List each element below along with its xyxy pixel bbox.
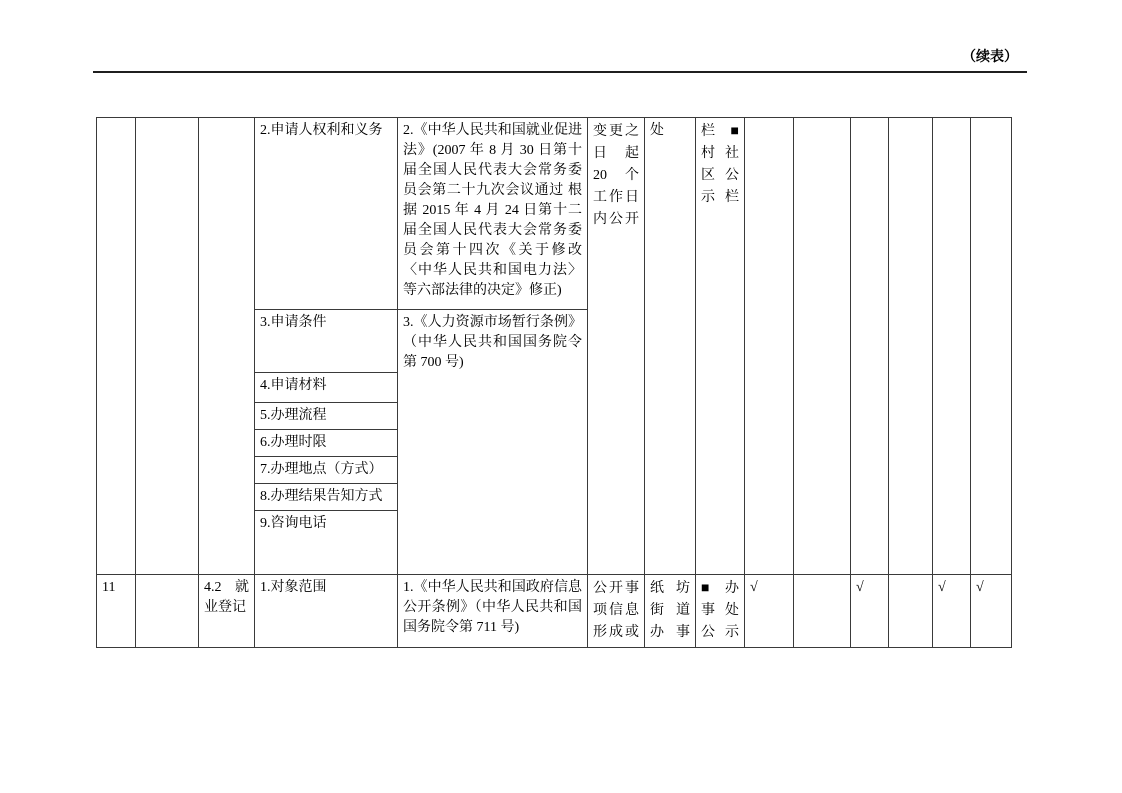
text-line: 项信息: [593, 603, 639, 618]
cell-check-empty: [745, 118, 794, 575]
cell-sub-item: 8.办理结果告知方式: [255, 484, 398, 511]
text-line: 街 道: [650, 603, 690, 618]
cell-sub-item: 7.办理地点（方式）: [255, 457, 398, 484]
header-rule: [93, 71, 1027, 73]
text-line: 区 公: [701, 168, 739, 183]
text-line: 公开事: [593, 581, 639, 596]
cell-sub-item: 5.办理流程: [255, 403, 398, 430]
cell-publish-location: [696, 575, 745, 648]
text-line: 办 事: [650, 625, 690, 640]
cell-check: [889, 575, 933, 648]
text-line: 日 起: [593, 146, 639, 161]
cell-check: √: [851, 575, 889, 648]
text-line: 事 处: [701, 603, 739, 618]
cell-check-empty: [889, 118, 933, 575]
cell-check: √: [933, 575, 971, 648]
text-line: 20 个: [593, 168, 639, 183]
cell-legal-basis: 3.《人力资源市场暂行条例》（中华人民共和国国务院令第 700 号): [398, 310, 588, 575]
disclosure-items-table: [96, 117, 1012, 648]
cell-category-empty: [136, 118, 199, 575]
cell-item-name: 4.2 就业登记: [199, 575, 255, 648]
cell-publish-timing: [588, 118, 645, 575]
cell-check: [794, 575, 851, 648]
cell-seq: 11: [97, 575, 136, 648]
cell-check-empty: [971, 118, 1012, 575]
cell-sub-item: 2.申请人权利和义务: [255, 118, 398, 310]
text-line: 栏 ■: [701, 124, 739, 139]
cell-check-empty: [933, 118, 971, 575]
text-line: 村 社: [701, 146, 739, 161]
cell-check-empty: [794, 118, 851, 575]
text-line: ■ 办: [701, 581, 739, 596]
cell-legal-basis: 1.《中华人民共和国政府信息公开条例》（中华人民共和国国务院令第 711 号): [398, 575, 588, 648]
cell-seq-empty: [97, 118, 136, 575]
cell-check: √: [745, 575, 794, 648]
cell-category: [136, 575, 199, 648]
cell-item-empty: [199, 118, 255, 575]
text-line: 纸 坊: [650, 581, 690, 596]
cell-check-empty: [851, 118, 889, 575]
cell-publish-channel: [645, 575, 696, 648]
cell-sub-item: 4.申请材料: [255, 373, 398, 403]
cell-legal-basis: 2.《中华人民共和国就业促进法》(2007 年 8 月 30 日第十届全国人民代表大会常务委员会第二十九次会议通过 根据 2015 年 4 月 24 日第十二届全国人民代表大会常务委员会第十四次《关于修改〈中华人民共和国电力法〉等六部法律的决定》修正): [398, 118, 588, 310]
table-row-11: [97, 575, 1012, 648]
cell-check: √: [971, 575, 1012, 648]
table-row: [97, 118, 1012, 310]
continuation-table-label: （续表）: [962, 50, 1018, 65]
cell-sub-item: 3.申请条件: [255, 310, 398, 373]
table-container: [96, 117, 1012, 648]
cell-sub-item: 6.办理时限: [255, 430, 398, 457]
text-line: 公 示: [701, 625, 739, 640]
text-line: 变更之: [593, 124, 639, 139]
cell-sub-item: 1.对象范围: [255, 575, 398, 648]
cell-publish-channel: 处: [645, 118, 696, 575]
text-line: 示 栏: [701, 190, 739, 205]
text-line: 形成或: [593, 625, 639, 640]
cell-sub-item: 9.咨询电话: [255, 511, 398, 575]
cell-publish-timing: [588, 575, 645, 648]
text-line: 工作日: [593, 190, 639, 205]
text-line: 内公开: [593, 212, 639, 227]
cell-publish-location: [696, 118, 745, 575]
